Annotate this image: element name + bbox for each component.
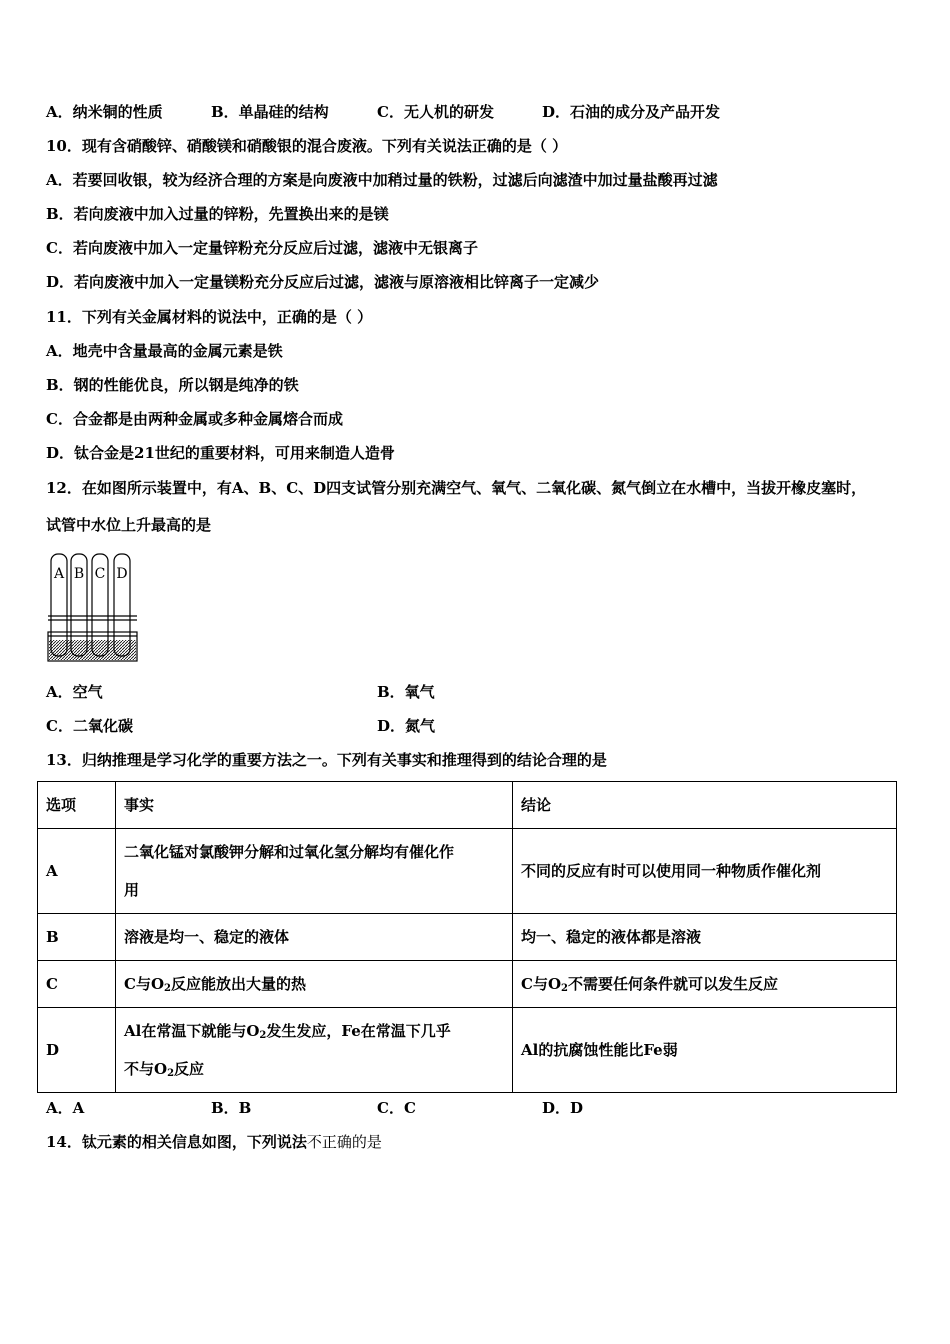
row-b-conclusion: 均一、稳定的液体都是溶液 <box>513 914 897 961</box>
q13-table <box>37 781 897 1093</box>
q13-option-c: C．C <box>377 1099 416 1117</box>
q12-option-b: B．氧气 <box>377 683 435 701</box>
row-c-conclusion: C与$O_2$不需要任何条件就可以发生反应 <box>513 961 897 1008</box>
q11-option-c: C．合金都是由两种金属或多种金属熔合而成 <box>46 410 343 428</box>
q13-option-d: D．D <box>542 1099 584 1117</box>
test-tube-drawing <box>47 548 139 664</box>
q11-option-b: B．钢的性能优良，所以钢是纯净的铁 <box>46 376 299 394</box>
trough-water <box>49 640 136 660</box>
row-a-fact: 二氧化锰对氯酸钾分解和过氧化氢分解均有催化作 用 <box>116 829 513 914</box>
q10-option-b: B．若向废液中加入过量的锌粉，先置换出来的是镁 <box>46 205 389 223</box>
table-header-row <box>38 782 897 829</box>
q10-stem: 10．现有含硝酸锌、硝酸镁和硝酸银的混合废液。下列有关说法正确的是（ ） <box>46 137 568 155</box>
tube-label-c: C <box>94 566 106 582</box>
table-row <box>38 914 897 961</box>
row-d-option: D <box>38 1008 116 1093</box>
row-b-fact: 溶液是均一、稳定的液体 <box>116 914 513 961</box>
header-option: 选项 <box>38 782 116 829</box>
table-row <box>38 829 897 914</box>
tube-label-b: B <box>73 566 85 582</box>
header-fact: 事实 <box>116 782 513 829</box>
q12-option-a: A．空气 <box>46 683 103 701</box>
q12-stem-line1: 12．在如图所示装置中，有A、B、C、D四支试管分别充满空气、氧气、二氧化碳、氮气倒立在水槽中，当拔开橡皮塞时， <box>46 479 867 497</box>
row-d-fact: Al在常温下就能与$O_2$发生发应，Fe在常温下几乎 不与$O_2$反应 <box>116 1008 513 1093</box>
q12-option-d: D．氮气 <box>377 717 436 735</box>
q9-option-b: B．单晶硅的结构 <box>211 103 329 121</box>
row-c-option: C <box>38 961 116 1008</box>
q11-stem: 11．下列有关金属材料的说法中，正确的是（ ） <box>46 308 373 326</box>
tube-label-a: A <box>53 566 65 582</box>
row-a-conclusion: 不同的反应有时可以使用同一种物质作催化剂 <box>513 829 897 914</box>
q10-option-a: A．若要回收银，较为经济合理的方案是向废液中加稍过量的铁粉，过滤后向滤渣中加过量盐酸再过滤 <box>46 171 718 189</box>
q13-option-b: B．B <box>211 1099 252 1117</box>
table-row <box>38 961 897 1008</box>
row-d-conclusion: Al的抗腐蚀性能比Fe弱 <box>513 1008 897 1093</box>
q9-option-a: A．纳米铜的性质 <box>46 103 163 121</box>
q10-option-d: D．若向废液中加入一定量镁粉充分反应后过滤，滤液与原溶液相比锌离子一定减少 <box>46 273 600 291</box>
table-row <box>38 1008 897 1093</box>
q14-stem-emphasis: 不正确的是 <box>306 1133 382 1151</box>
q11-option-a: A．地壳中含量最高的金属元素是铁 <box>46 342 283 360</box>
q10-option-c: C．若向废液中加入一定量锌粉充分反应后过滤，滤液中无银离子 <box>46 239 478 257</box>
q14-stem: 14．钛元素的相关信息如图，下列说法不正确的是 <box>46 1133 382 1151</box>
q12-option-c: C．二氧化碳 <box>46 717 133 735</box>
q9-option-c: C．无人机的研发 <box>377 103 494 121</box>
tube-label-d: D <box>116 566 128 582</box>
q9-option-d: D．石油的成分及产品开发 <box>542 103 721 121</box>
q13-option-a: A．A <box>46 1099 85 1117</box>
q12-stem-line2: 试管中水位上升最高的是 <box>46 516 212 534</box>
q13-stem: 13．归纳推理是学习化学的重要方法之一。下列有关事实和推理得到的结论合理的是 <box>46 751 607 769</box>
row-c-fact: C与$O_2$反应能放出大量的热 <box>116 961 513 1008</box>
header-conclusion: 结论 <box>513 782 897 829</box>
row-a-option: A <box>38 829 116 914</box>
q11-option-d: D．钛合金是21世纪的重要材料，可用来制造人造骨 <box>46 444 395 462</box>
test-tube-apparatus-figure <box>47 548 139 664</box>
row-b-option: B <box>38 914 116 961</box>
